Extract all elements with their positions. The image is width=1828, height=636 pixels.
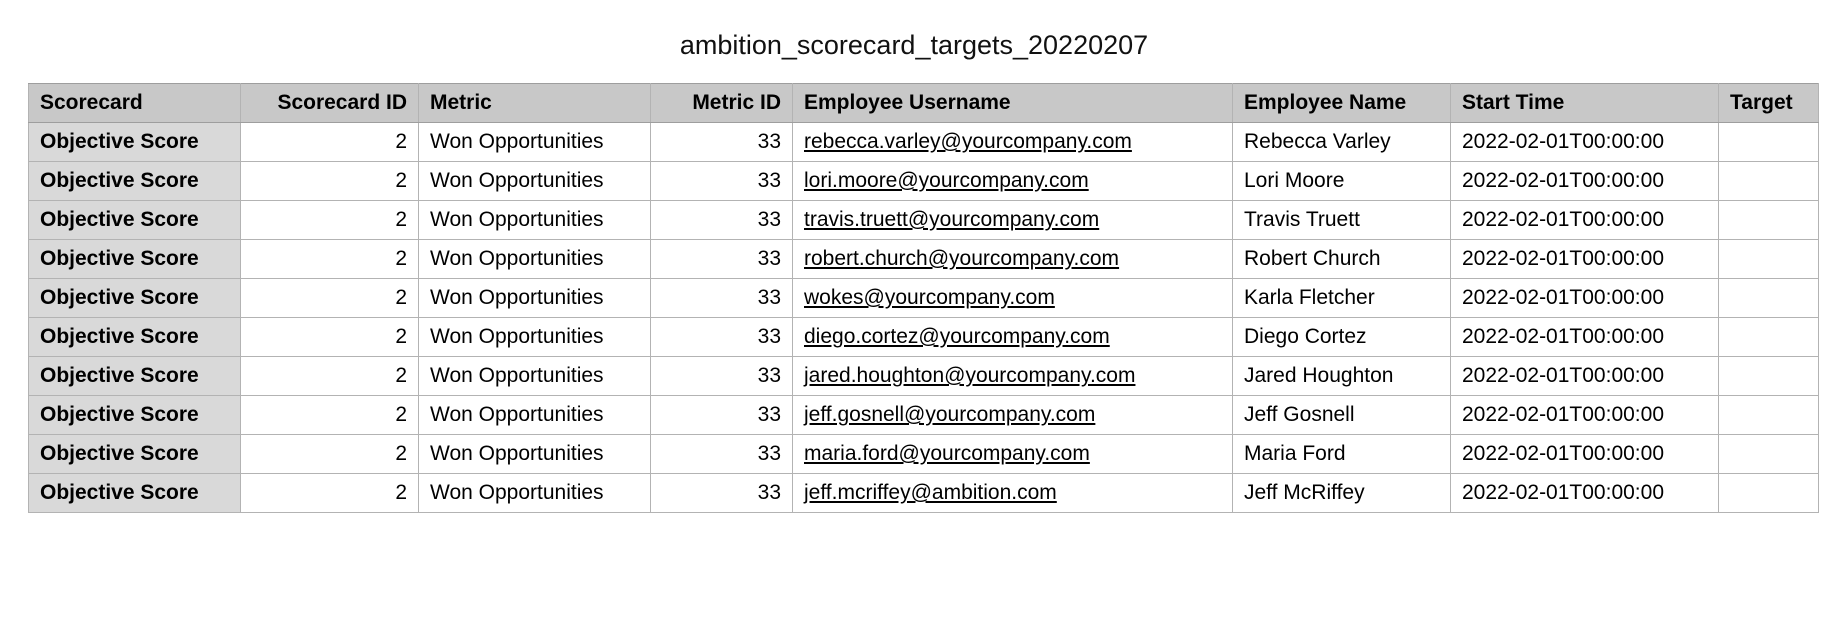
cell-employee-name: Jeff Gosnell — [1233, 396, 1451, 435]
cell-employee-username[interactable] — [793, 396, 1233, 435]
cell-scorecard: Objective Score — [29, 123, 241, 162]
table-header — [29, 84, 1819, 123]
cell-scorecard-id: 2 — [241, 201, 419, 240]
cell-metric-id: 33 — [651, 162, 793, 201]
employee-username-link[interactable]: wokes@yourcompany.com — [804, 286, 1055, 309]
table-row — [29, 201, 1819, 240]
cell-scorecard: Objective Score — [29, 318, 241, 357]
cell-employee-username[interactable] — [793, 240, 1233, 279]
table-row — [29, 123, 1819, 162]
cell-metric-id: 33 — [651, 474, 793, 513]
cell-metric-id: 33 — [651, 123, 793, 162]
scorecard-targets-table — [28, 83, 1819, 513]
cell-start-time: 2022-02-01T00:00:00 — [1451, 279, 1719, 318]
cell-scorecard: Objective Score — [29, 396, 241, 435]
table-row — [29, 162, 1819, 201]
cell-metric: Won Opportunities — [419, 318, 651, 357]
cell-start-time: 2022-02-01T00:00:00 — [1451, 396, 1719, 435]
cell-metric-id: 33 — [651, 279, 793, 318]
table-row — [29, 435, 1819, 474]
cell-employee-name: Maria Ford — [1233, 435, 1451, 474]
cell-metric: Won Opportunities — [419, 396, 651, 435]
cell-employee-username[interactable] — [793, 201, 1233, 240]
cell-target — [1719, 357, 1819, 396]
cell-employee-name: Rebecca Varley — [1233, 123, 1451, 162]
cell-scorecard-id: 2 — [241, 474, 419, 513]
cell-metric: Won Opportunities — [419, 435, 651, 474]
cell-employee-name: Karla Fletcher — [1233, 279, 1451, 318]
cell-start-time: 2022-02-01T00:00:00 — [1451, 240, 1719, 279]
cell-employee-name: Robert Church — [1233, 240, 1451, 279]
cell-metric: Won Opportunities — [419, 240, 651, 279]
employee-username-link[interactable]: jared.houghton@yourcompany.com — [804, 364, 1136, 387]
cell-scorecard: Objective Score — [29, 279, 241, 318]
table-row — [29, 396, 1819, 435]
table-row — [29, 279, 1819, 318]
cell-metric-id: 33 — [651, 435, 793, 474]
employee-username-link[interactable]: lori.moore@yourcompany.com — [804, 169, 1089, 192]
cell-scorecard: Objective Score — [29, 357, 241, 396]
cell-target — [1719, 279, 1819, 318]
cell-metric-id: 33 — [651, 318, 793, 357]
cell-target — [1719, 318, 1819, 357]
table-header-row — [29, 84, 1819, 123]
cell-target — [1719, 201, 1819, 240]
cell-scorecard-id: 2 — [241, 396, 419, 435]
column-header-metric-id: Metric ID — [651, 84, 793, 123]
employee-username-link[interactable]: jeff.gosnell@yourcompany.com — [804, 403, 1096, 426]
cell-scorecard: Objective Score — [29, 474, 241, 513]
employee-username-link[interactable]: rebecca.varley@yourcompany.com — [804, 130, 1132, 153]
table-row — [29, 318, 1819, 357]
column-header-target: Target — [1719, 84, 1819, 123]
page-title: ambition_scorecard_targets_20220207 — [679, 30, 1149, 60]
cell-metric: Won Opportunities — [419, 123, 651, 162]
column-header-scorecard: Scorecard — [29, 84, 241, 123]
cell-scorecard-id: 2 — [241, 123, 419, 162]
cell-scorecard-id: 2 — [241, 240, 419, 279]
employee-username-link[interactable]: diego.cortez@yourcompany.com — [804, 325, 1110, 348]
employee-username-link[interactable]: travis.truett@yourcompany.com — [804, 208, 1100, 231]
cell-scorecard-id: 2 — [241, 162, 419, 201]
column-header-employee-username: Employee Username — [793, 84, 1233, 123]
cell-employee-name: Jeff McRiffey — [1233, 474, 1451, 513]
cell-target — [1719, 474, 1819, 513]
employee-username-link[interactable]: robert.church@yourcompany.com — [804, 247, 1120, 270]
cell-metric: Won Opportunities — [419, 357, 651, 396]
cell-employee-name: Travis Truett — [1233, 201, 1451, 240]
cell-employee-username[interactable] — [793, 357, 1233, 396]
cell-metric: Won Opportunities — [419, 162, 651, 201]
column-header-employee-name: Employee Name — [1233, 84, 1451, 123]
cell-scorecard: Objective Score — [29, 162, 241, 201]
cell-start-time: 2022-02-01T00:00:00 — [1451, 474, 1719, 513]
cell-scorecard: Objective Score — [29, 201, 241, 240]
employee-username-link[interactable]: maria.ford@yourcompany.com — [804, 442, 1090, 465]
cell-start-time: 2022-02-01T00:00:00 — [1451, 357, 1719, 396]
cell-metric-id: 33 — [651, 357, 793, 396]
column-header-scorecard-id: Scorecard ID — [241, 84, 419, 123]
cell-employee-username[interactable] — [793, 162, 1233, 201]
employee-username-link[interactable]: jeff.mcriffey@ambition.com — [804, 481, 1057, 504]
table-container — [0, 83, 1828, 513]
cell-metric: Won Opportunities — [419, 279, 651, 318]
column-header-start-time: Start Time — [1451, 84, 1719, 123]
cell-scorecard-id: 2 — [241, 357, 419, 396]
cell-metric: Won Opportunities — [419, 201, 651, 240]
cell-target — [1719, 396, 1819, 435]
cell-employee-username[interactable] — [793, 123, 1233, 162]
cell-scorecard-id: 2 — [241, 318, 419, 357]
cell-target — [1719, 162, 1819, 201]
cell-start-time: 2022-02-01T00:00:00 — [1451, 201, 1719, 240]
cell-employee-name: Diego Cortez — [1233, 318, 1451, 357]
table-row — [29, 474, 1819, 513]
cell-target — [1719, 435, 1819, 474]
cell-start-time: 2022-02-01T00:00:00 — [1451, 162, 1719, 201]
cell-scorecard: Objective Score — [29, 435, 241, 474]
cell-employee-username[interactable] — [793, 279, 1233, 318]
cell-scorecard-id: 2 — [241, 435, 419, 474]
cell-scorecard: Objective Score — [29, 240, 241, 279]
column-header-metric: Metric — [419, 84, 651, 123]
cell-start-time: 2022-02-01T00:00:00 — [1451, 318, 1719, 357]
cell-metric-id: 33 — [651, 396, 793, 435]
cell-employee-name: Jared Houghton — [1233, 357, 1451, 396]
cell-employee-username[interactable] — [793, 435, 1233, 474]
cell-employee-username[interactable] — [793, 318, 1233, 357]
cell-employee-name: Lori Moore — [1233, 162, 1451, 201]
cell-start-time: 2022-02-01T00:00:00 — [1451, 123, 1719, 162]
cell-metric-id: 33 — [651, 240, 793, 279]
cell-metric-id: 33 — [651, 201, 793, 240]
table-body — [29, 123, 1819, 513]
cell-scorecard-id: 2 — [241, 279, 419, 318]
cell-employee-username[interactable] — [793, 474, 1233, 513]
cell-start-time: 2022-02-01T00:00:00 — [1451, 435, 1719, 474]
table-row — [29, 357, 1819, 396]
cell-target — [1719, 240, 1819, 279]
cell-metric: Won Opportunities — [419, 474, 651, 513]
table-row — [29, 240, 1819, 279]
cell-target — [1719, 123, 1819, 162]
